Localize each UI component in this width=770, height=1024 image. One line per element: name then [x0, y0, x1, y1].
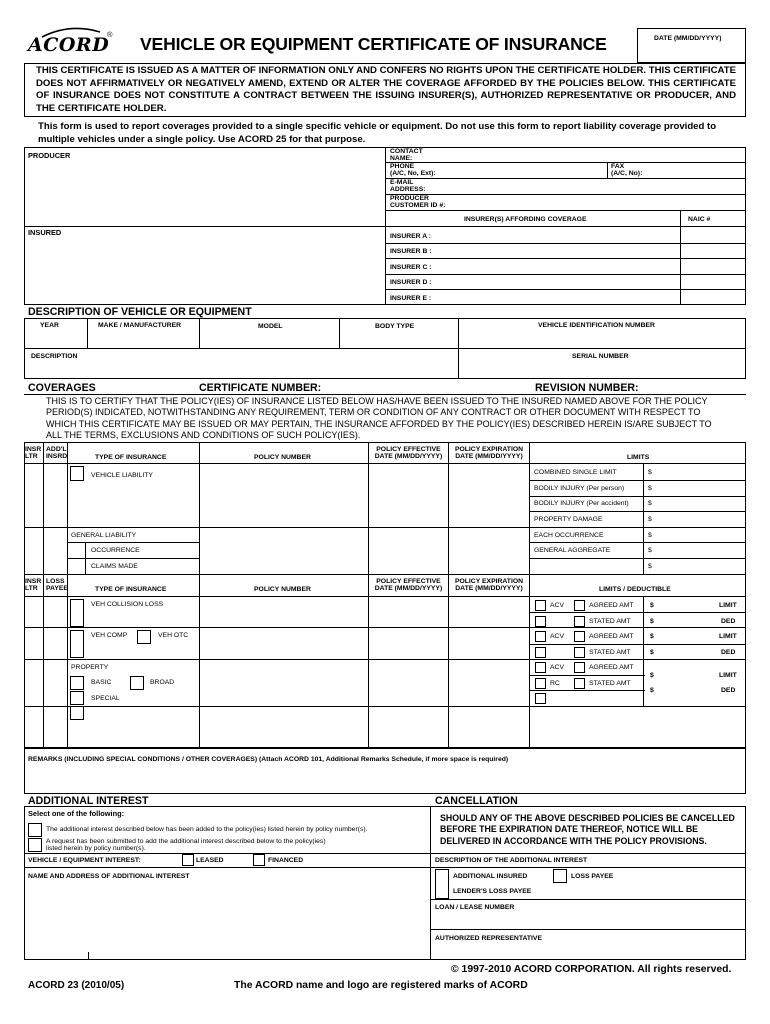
- basic-label: BASIC: [91, 679, 112, 686]
- limit-row-each-occurrence: EACH OCCURRENCE: [534, 532, 604, 539]
- rc-checkbox[interactable]: [535, 678, 546, 689]
- date-label: DATE (MM/DD/YYYY): [654, 35, 722, 42]
- lenders-loss-payee-label: LENDER'S LOSS PAYEE: [453, 888, 532, 895]
- leased-checkbox[interactable]: [182, 854, 194, 866]
- type-of-insurance-header: TYPE OF INSURANCE: [95, 454, 167, 461]
- vin-label: VEHICLE IDENTIFICATION NUMBER: [538, 322, 655, 329]
- select-one-label: Select one of the following:: [28, 809, 125, 818]
- dollar-sign: $: [648, 485, 652, 492]
- claims-made-label: CLAIMS MADE: [91, 563, 138, 570]
- loss-payee-label: LOSS PAYEE: [571, 873, 614, 880]
- additional-interest-heading: ADDITIONAL INTEREST: [28, 795, 149, 807]
- insured-label: INSURED: [28, 228, 62, 237]
- vehicle-liability-checkbox[interactable]: [70, 466, 84, 481]
- limit-row-bi-person: BODILY INJURY (Per person): [534, 485, 625, 492]
- insr-ltr-header-2: INSR LTR: [25, 578, 42, 592]
- agreed-amt-label-2: AGREED AMT: [589, 633, 634, 640]
- dollar-sign: $: [648, 500, 652, 507]
- insurer-c: INSURER C :: [390, 264, 432, 271]
- date-box[interactable]: [637, 28, 746, 63]
- dollar-sign: $: [650, 649, 654, 656]
- acv-label-3: ACV: [550, 664, 564, 671]
- insurer-e: INSURER E :: [390, 295, 432, 302]
- dollar-sign: $: [648, 563, 652, 570]
- stated-amt-label: STATED AMT: [589, 618, 631, 625]
- year-label: YEAR: [40, 322, 59, 329]
- vehicle-heading: DESCRIPTION OF VEHICLE OR EQUIPMENT: [28, 306, 252, 318]
- additional-insured-checkbox[interactable]: [435, 869, 449, 899]
- basic-checkbox[interactable]: [70, 676, 84, 690]
- policy-effective-header-2: POLICY EFFECTIVE DATE (MM/DD/YYYY): [374, 578, 443, 592]
- dollar-sign: $: [648, 516, 652, 523]
- coverage-table: [24, 442, 746, 748]
- veh-collision-label: VEH COLLISION LOSS: [91, 601, 164, 608]
- body-type-label: BODY TYPE: [375, 323, 415, 330]
- loss-payee-header: LOSS PAYEE: [46, 578, 68, 592]
- limit-label-2: LIMIT: [719, 633, 737, 640]
- acv-checkbox[interactable]: [535, 600, 546, 611]
- special-label: SPECIAL: [91, 695, 120, 702]
- insured-field[interactable]: [26, 240, 382, 302]
- form-title: VEHICLE OR EQUIPMENT CERTIFICATE OF INSURANCE: [140, 34, 607, 54]
- policy-effective-header: POLICY EFFECTIVE DATE (MM/DD/YYYY): [374, 446, 443, 460]
- property-checkbox[interactable]: [70, 706, 84, 720]
- loan-lease-label: LOAN / LEASE NUMBER: [435, 904, 515, 911]
- loss-payee-checkbox[interactable]: [553, 869, 567, 883]
- leased-label: LEASED: [196, 857, 224, 864]
- copyright-text: © 1997-2010 ACORD CORPORATION. All rights reserved.: [451, 964, 732, 975]
- fax-label: FAX (A/C, No):: [611, 163, 643, 177]
- registered-mark: ®: [107, 30, 113, 39]
- acv-checkbox-3[interactable]: [535, 662, 546, 673]
- remarks-label: REMARKS (INCLUDING SPECIAL CONDITIONS / OTHER COVERAGES) (Attach ACORD 101, Additional Remarks Schedule, if more space is required): [28, 756, 509, 763]
- producer-label: PRODUCER: [28, 151, 71, 160]
- remarks-box[interactable]: [24, 748, 746, 794]
- veh-comp-checkbox[interactable]: [70, 630, 84, 658]
- broad-checkbox[interactable]: [130, 676, 144, 690]
- limit-row-combined: COMBINED SINGLE LIMIT: [534, 469, 617, 476]
- property-extra-checkbox[interactable]: [535, 693, 546, 704]
- ded-label-3: DED: [721, 687, 736, 694]
- authorized-rep-label: AUTHORIZED REPRESENTATIVE: [435, 935, 542, 942]
- addl-insrd-header: ADD'L INSRD: [46, 446, 68, 460]
- cancellation-heading: CANCELLATION: [435, 795, 518, 807]
- broad-label: BROAD: [150, 679, 175, 686]
- comp-extra-checkbox[interactable]: [535, 647, 546, 658]
- policy-number-header-2: POLICY NUMBER: [254, 586, 311, 593]
- option-request-text: A request has been submitted to add the additional interest described below to the policy(ies) listed herein by policy number(s).: [46, 838, 326, 852]
- limit-row-general-aggregate: GENERAL AGGREGATE: [534, 547, 611, 554]
- limit-label-3: LIMIT: [719, 672, 737, 679]
- veh-collision-checkbox[interactable]: [70, 599, 84, 627]
- name-address-label: NAME AND ADDRESS OF ADDITIONAL INTEREST: [28, 873, 190, 880]
- agreed-amt-label-3: AGREED AMT: [589, 664, 634, 671]
- contact-name-label: CONTACT NAME:: [390, 148, 423, 162]
- cancellation-text: SHOULD ANY OF THE ABOVE DESCRIBED POLICIES BE CANCELLED BEFORE THE EXPIRATION DATE THEREOF, NOTICE WILL BE DELIVERED IN ACCORDANCE WITH THE POLICY PROVISIONS.: [440, 813, 735, 846]
- occurrence-label: OCCURRENCE: [91, 547, 140, 554]
- description-label: DESCRIPTION: [31, 353, 78, 360]
- financed-label: FINANCED: [268, 857, 304, 864]
- veh-comp-label: VEH COMP: [91, 632, 128, 639]
- usage-note: This form is used to report coverages provided to a single specific vehicle or equipment. Do not use this form to report liability coverage provided to multiple vehicles under a single policy. Use ACORD 25 for that purpose.: [38, 121, 717, 145]
- customer-id-label: PRODUCER CUSTOMER ID #:: [390, 195, 446, 209]
- financed-checkbox[interactable]: [253, 854, 265, 866]
- revision-number-label: REVISION NUMBER:: [535, 382, 639, 394]
- ded-label-2: DED: [721, 649, 736, 656]
- model-label: MODEL: [258, 323, 283, 330]
- dollar-sign: $: [650, 602, 654, 609]
- limit-row-property-damage: PROPERTY DAMAGE: [534, 516, 603, 523]
- special-checkbox[interactable]: [70, 691, 84, 705]
- acord-logo: ACORD: [28, 34, 110, 56]
- logo-swoosh: [40, 25, 102, 37]
- agreed-amt-checkbox-3[interactable]: [574, 662, 585, 673]
- stated-amt-label-3: STATED AMT: [589, 680, 631, 687]
- type-of-insurance-header-2: TYPE OF INSURANCE: [95, 586, 167, 593]
- policy-number-header: POLICY NUMBER: [254, 454, 311, 461]
- dollar-sign: $: [650, 633, 654, 640]
- dollar-sign: $: [648, 547, 652, 554]
- dollar-sign: $: [650, 618, 654, 625]
- acv-label-2: ACV: [550, 633, 564, 640]
- collision-extra-checkbox[interactable]: [535, 616, 546, 627]
- option-added-checkbox[interactable]: [28, 823, 42, 837]
- limit-label: LIMIT: [719, 602, 737, 609]
- stated-amt-checkbox-3[interactable]: [574, 678, 585, 689]
- producer-field[interactable]: [26, 162, 382, 224]
- acv-label: ACV: [550, 602, 564, 609]
- name-address-field[interactable]: [26, 884, 426, 956]
- veh-otc-label: VEH OTC: [158, 632, 189, 639]
- agreed-amt-checkbox-2[interactable]: [574, 631, 585, 642]
- description-interest-label: DESCRIPTION OF THE ADDITIONAL INTEREST: [435, 857, 588, 864]
- signature-tick: [88, 952, 89, 960]
- disclaimer-text: THIS CERTIFICATE IS ISSUED AS A MATTER OF INFORMATION ONLY AND CONFERS NO RIGHTS UPON THE CERTIFICATE HOLDER. THIS CERTIFICATE DOES NOT AFFIRMATIVELY OR NEGATIVELY AMEND, EXTEND OR ALTER THE COVERAGE AFFORDED BY THE POLICIES BELOW. THIS CERTIFICATE OF INSURANCE DOES NOT CONSTITUTE A CONTRACT BETWEEN THE ISSUING INSURER(S), AUTHORIZED REPRESENTATIVE OR PRODUCER, AND THE CERTIFICATE HOLDER.: [36, 65, 736, 114]
- stated-amt-label-2: STATED AMT: [589, 649, 631, 656]
- insurer-b: INSURER B :: [390, 248, 432, 255]
- agreed-amt-label: AGREED AMT: [589, 602, 634, 609]
- policy-expiration-header: POLICY EXPIRATION DATE (MM/DD/YYYY): [454, 446, 524, 460]
- property-label: PROPERTY: [71, 664, 109, 671]
- vehicle-interest-label: VEHICLE / EQUIPMENT INTEREST:: [28, 857, 141, 864]
- limit-row-bi-accident: BODILY INJURY (Per accident): [534, 500, 629, 507]
- certificate-number-label: CERTIFICATE NUMBER:: [199, 382, 322, 394]
- additional-insured-label: ADDITIONAL INSURED: [453, 873, 528, 880]
- policy-expiration-header-2: POLICY EXPIRATION DATE (MM/DD/YYYY): [454, 578, 524, 592]
- agreed-amt-checkbox[interactable]: [574, 600, 585, 611]
- phone-label: PHONE (A/C, No, Ext):: [390, 163, 436, 177]
- option-request-checkbox[interactable]: [28, 838, 42, 852]
- ded-label: DED: [721, 618, 736, 625]
- stated-amt-checkbox-2[interactable]: [574, 647, 585, 658]
- limits-deductible-header: LIMITS / DEDUCTIBLE: [599, 586, 671, 593]
- insurers-affording-label: INSURER(S) AFFORDING COVERAGE: [464, 216, 587, 223]
- option-added-text: The additional interest described below has been added to the policy(ies) listed herein by policy number(s).: [46, 826, 368, 833]
- dollar-sign: $: [650, 672, 654, 679]
- naic-label: NAIC #: [688, 216, 711, 223]
- vehicle-liability-label: VEHICLE LIABILITY: [91, 472, 153, 479]
- insurer-d: INSURER D :: [390, 279, 432, 286]
- dollar-sign: $: [648, 532, 652, 539]
- stated-amt-checkbox[interactable]: [574, 616, 585, 627]
- make-label: MAKE / MANUFACTURER: [98, 322, 182, 329]
- limits-header: LIMITS: [627, 454, 650, 461]
- coverage-statement: THIS IS TO CERTIFY THAT THE POLICY(IES) OF INSURANCE LISTED BELOW HAS/HAVE BEEN ISSUED TO THE INSURED NAMED ABOVE FOR THE POLICY PERIOD(S) INDICATED, NOTWITHSTANDING ANY REQUIREMENT, TERM OR CONDITION OF ANY CONTRACT OR OTHER DOCUMENT WITH RESPECT TO WHICH THIS CERTIFICATE MAY BE ISSUED OR MAY PERTAIN, THE INSURANCE AFFORDED BY THE POLICY(IES) DESCRIBED HEREIN IS/ARE SUBJECT TO ALL THE TERMS, EXCLUSIONS AND CONDITIONS OF SUCH POLICY(IES).: [46, 396, 712, 440]
- insurer-a: INSURER A :: [390, 233, 432, 240]
- dollar-sign: $: [648, 469, 652, 476]
- veh-otc-checkbox[interactable]: [137, 630, 151, 644]
- form-id: ACORD 23 (2010/05): [28, 980, 125, 991]
- dollar-sign: $: [650, 687, 654, 694]
- acv-checkbox-2[interactable]: [535, 631, 546, 642]
- email-label: E-MAIL ADDRESS:: [390, 179, 426, 193]
- insr-ltr-header: INSR LTR: [25, 446, 42, 460]
- general-liability-label: GENERAL LIABILITY: [71, 532, 137, 539]
- rc-label: RC: [550, 680, 560, 687]
- trademark-text: The ACORD name and logo are registered marks of ACORD: [234, 980, 528, 991]
- coverages-heading: COVERAGES: [28, 382, 96, 394]
- serial-label: SERIAL NUMBER: [572, 353, 629, 360]
